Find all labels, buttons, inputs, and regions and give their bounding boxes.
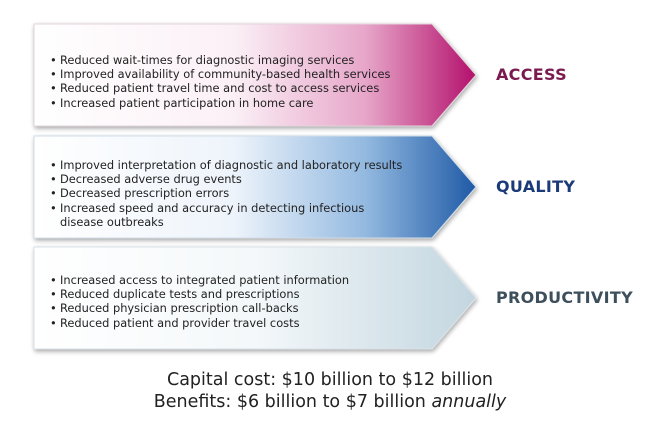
list-item: • Decreased adverse drug events bbox=[50, 172, 450, 186]
list-item: • Reduced physician prescription call-backs bbox=[50, 301, 450, 315]
list-item: • Reduced wait-times for diagnostic imaging services bbox=[50, 53, 450, 67]
list-item: • Improved availability of community-based health services bbox=[50, 67, 450, 81]
benefits-text bbox=[0, 392, 660, 413]
quality-bullet-list bbox=[50, 158, 450, 229]
access-panel bbox=[50, 53, 450, 110]
list-item: • Reduced patient travel time and cost to access services bbox=[50, 81, 450, 95]
list-item: • Decreased prescription errors bbox=[50, 186, 450, 200]
productivity-label: PRODUCTIVITY bbox=[496, 288, 633, 307]
access-bullet-list bbox=[50, 53, 450, 110]
quality-panel bbox=[50, 158, 450, 229]
list-item: • Reduced duplicate tests and prescriptions bbox=[50, 287, 450, 301]
access-label: ACCESS bbox=[496, 65, 567, 84]
quality-label: QUALITY bbox=[496, 177, 576, 196]
benefits-prefix: Benefits: $6 billion to $7 billion bbox=[153, 392, 432, 412]
productivity-bullet-list bbox=[50, 273, 450, 330]
list-item: • Improved interpretation of diagnostic and laboratory results bbox=[50, 158, 450, 172]
benefits-annually: annually bbox=[431, 392, 507, 412]
list-item: • Increased speed and accuracy in detecting infectious disease outbreaks bbox=[50, 201, 450, 229]
capital-cost-text: Capital cost: $10 billion to $12 billion bbox=[166, 370, 494, 390]
list-item: • Reduced patient and provider travel costs bbox=[50, 316, 450, 330]
list-item: • Increased patient participation in home care bbox=[50, 96, 450, 110]
productivity-panel bbox=[50, 273, 450, 330]
list-item: • Increased access to integrated patient information bbox=[50, 273, 450, 287]
